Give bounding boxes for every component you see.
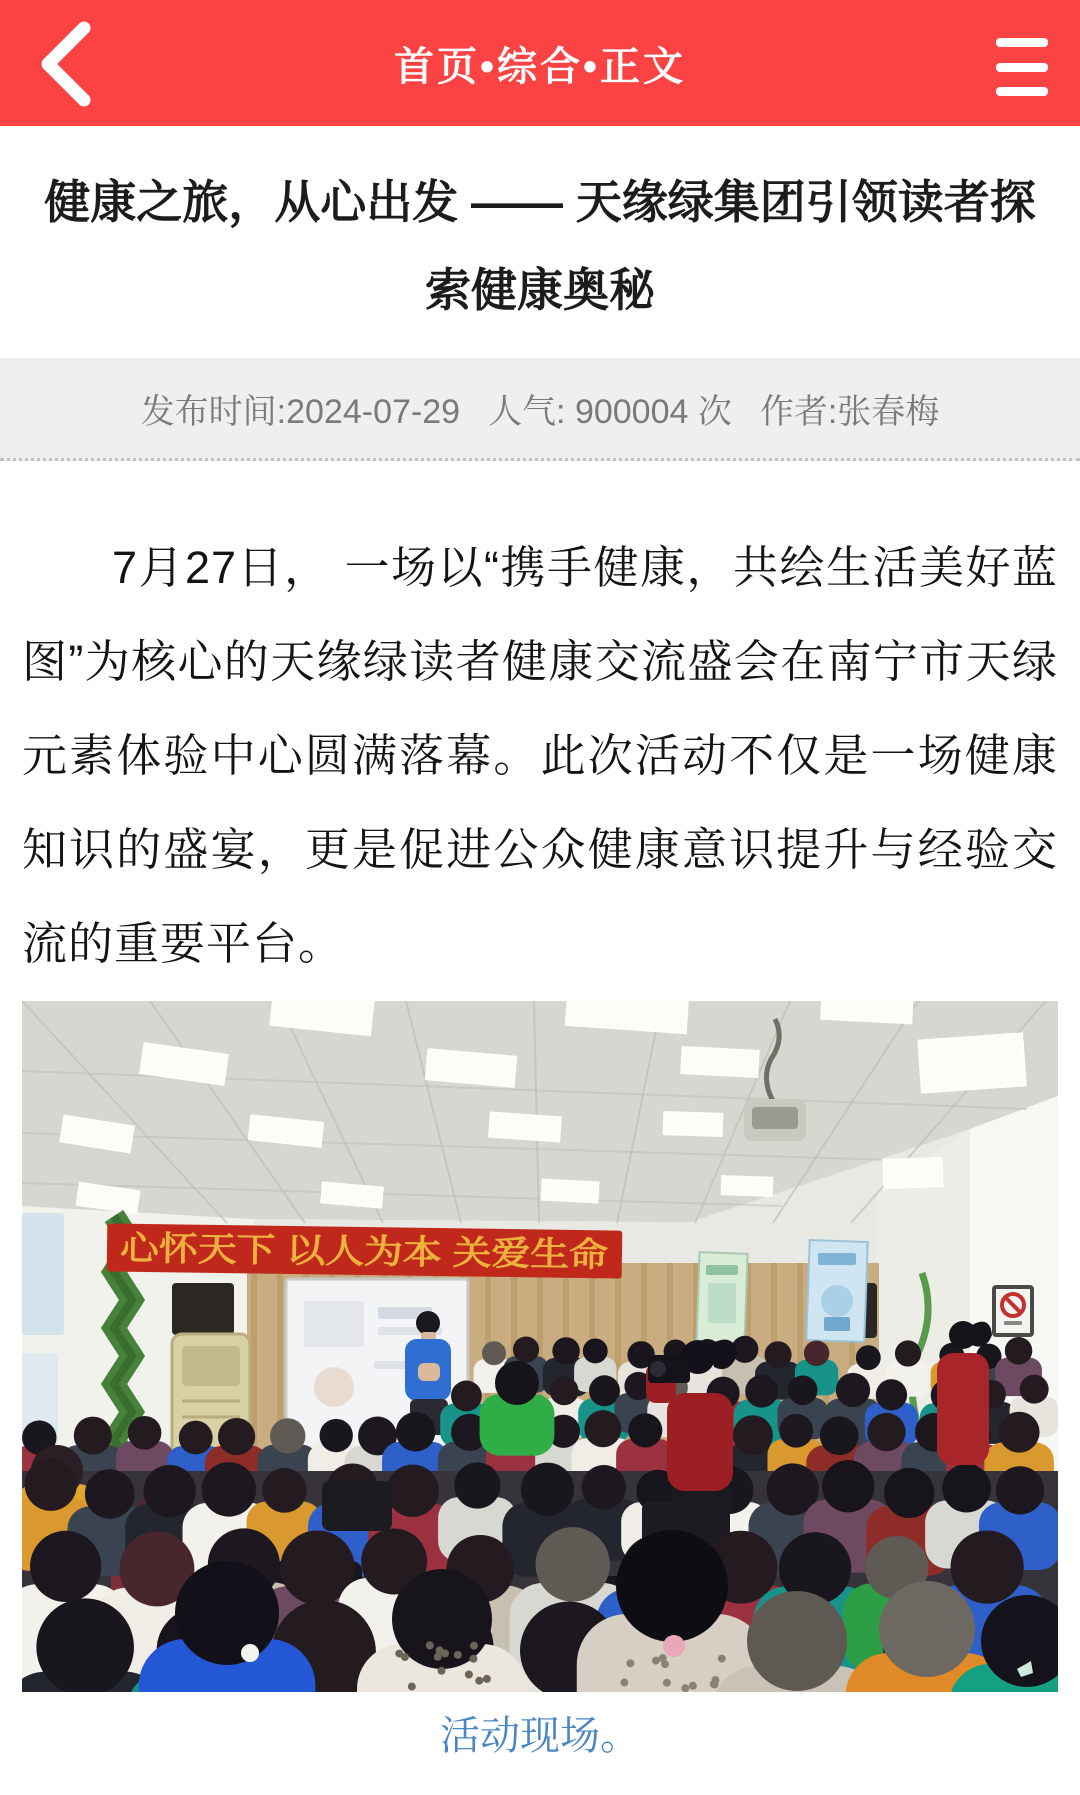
page-title: 健康之旅，从心出发 —— 天缘绿集团引领读者探索健康奥秘 (44, 176, 1036, 316)
author: 作者:张春梅 (759, 392, 940, 431)
hamburger-bar (996, 87, 1048, 96)
hamburger-bar (996, 63, 1048, 72)
photo-banner-text: 心怀天下 以人为本 关爱生命 (119, 1229, 548, 1274)
view-count: 人气: 900004 次 (488, 392, 732, 431)
paragraph: 7月27日， 一场以“携手健康，共绘生活美好蓝图”为核心的天缘绿读者健康交流盛会在南宁市天绿元素体验中心圆满落幕。此次活动不仅是一场健康知识的盛宴，更是促进公众健康意识提升与经验交流的重要平台。 (22, 542, 1058, 969)
publish-date: 发布时间:2024-07-29 (140, 392, 461, 431)
breadcrumb: 首页•综合•正文 (393, 44, 686, 89)
article-meta-bar (0, 358, 1080, 461)
photo-caption: 活动现场。 (440, 1714, 640, 1758)
article-body (0, 521, 1080, 991)
top-navbar (0, 0, 1080, 126)
hamburger-menu-button[interactable] (996, 38, 1052, 96)
event-photo-illustration (22, 1001, 1058, 1692)
article-photo (22, 1001, 1058, 1692)
hamburger-bar (996, 38, 1048, 47)
